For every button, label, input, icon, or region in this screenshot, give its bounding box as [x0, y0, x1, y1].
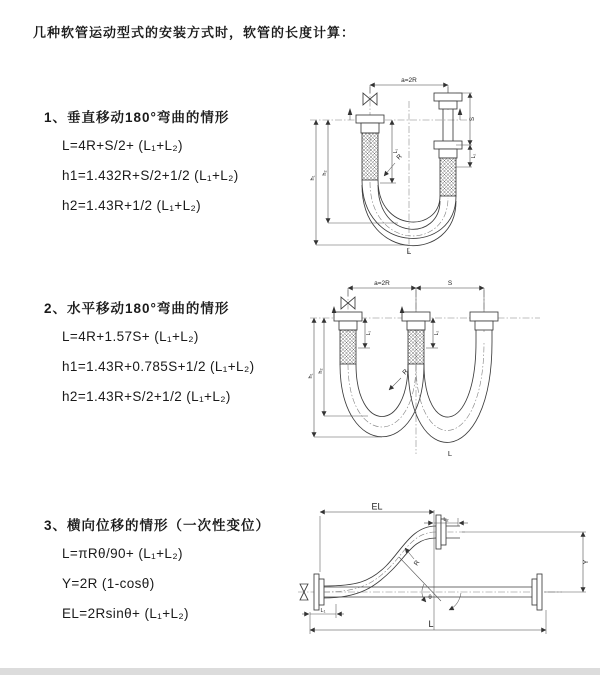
radius-callout — [405, 548, 422, 567]
dimension-s — [416, 280, 484, 288]
dim-label-el: EL — [371, 502, 383, 512]
dim-label-l-total: L — [428, 619, 434, 629]
left-flange — [334, 312, 362, 364]
diagram-horizontal-180-bend — [308, 276, 598, 461]
dimension-a-2r — [348, 280, 484, 312]
dim-label-s: S — [447, 280, 453, 287]
dimension-l1 — [302, 604, 344, 618]
diagram-vertical-180-bend — [308, 73, 598, 256]
diagram-lateral-displacement — [296, 502, 596, 644]
dim-label-l2: L₂ — [434, 330, 440, 336]
formula-line: h2=1.43R+1/2 (L₁+L₂) — [62, 198, 202, 213]
dim-label-r: R — [395, 153, 404, 162]
dimension-l1 — [380, 120, 399, 183]
dim-label-r: R — [412, 559, 422, 568]
dim-label-theta: θ — [428, 595, 432, 601]
centerlines — [298, 532, 562, 592]
page-bottom-edge — [0, 668, 600, 675]
section-2-heading: 2、水平移动180°弯曲的情形 — [44, 301, 230, 316]
dim-label-l2: L₂ — [443, 517, 449, 523]
right-pipe — [434, 93, 462, 196]
dim-label-h2: h₂ — [322, 170, 328, 176]
middle-flange — [402, 312, 430, 364]
dim-label-h1: h₁ — [308, 373, 314, 379]
dim-label-h2: h₂ — [318, 368, 324, 374]
right-flange — [470, 312, 498, 342]
dim-label-l-total: L — [447, 449, 453, 458]
dim-label-a: a=2R — [401, 77, 417, 84]
dim-label-y: Y — [583, 559, 590, 565]
formula-line: Y=2R (1-cosθ) — [62, 576, 155, 591]
dimension-h1 — [310, 120, 408, 245]
dimension-y — [462, 532, 590, 592]
formula-line: L=πRθ/90+ (L₁+L₂) — [62, 546, 183, 561]
section-3-heading: 3、横向位移的情形（一次性变位） — [44, 518, 271, 533]
s-curve-hose-displaced — [324, 515, 460, 598]
left-braided-hose — [362, 133, 378, 180]
left-flange — [314, 574, 324, 610]
formula-line: h1=1.43R+0.785S+1/2 (L₁+L₂) — [62, 359, 255, 374]
dimension-a-2r — [370, 77, 448, 93]
formula-line: h1=1.432R+S/2+1/2 (L₁+L₂) — [62, 168, 239, 183]
dimension-l1 — [358, 318, 372, 348]
dim-label-l1: L₁ — [320, 608, 326, 614]
angle-theta-callout — [399, 557, 461, 610]
dim-label-l1: L₁ — [366, 330, 372, 336]
dimension-l2 — [426, 318, 440, 348]
formula-line: EL=2Rsinθ+ (L₁+L₂) — [62, 606, 189, 621]
formula-line: L=4R+S/2+ (L₁+L₂) — [62, 138, 183, 153]
dim-label-h1: h₁ — [310, 175, 316, 181]
dim-label-l1: L₁ — [393, 148, 399, 154]
dim-label-a: a=2R — [374, 280, 390, 287]
radius-callout — [384, 153, 404, 176]
dimension-h2 — [322, 120, 398, 223]
dim-label-r: R — [401, 368, 410, 377]
dim-label-l-total: L — [406, 247, 412, 256]
page-title: 几种软管运动型式的安装方式时，软管的长度计算： — [33, 25, 356, 40]
dim-label-s: S — [470, 116, 476, 122]
left-flange — [356, 115, 384, 133]
section-1-heading: 1、垂直移动180°弯曲的情形 — [44, 110, 230, 125]
dimension-l2 — [470, 145, 477, 167]
formula-line: L=4R+1.57S+ (L₁+L₂) — [62, 329, 199, 344]
formula-line: h2=1.43R+S/2+1/2 (L₁+L₂) — [62, 389, 231, 404]
dimension-l — [310, 610, 546, 634]
dim-label-l2: L₂ — [471, 153, 477, 159]
